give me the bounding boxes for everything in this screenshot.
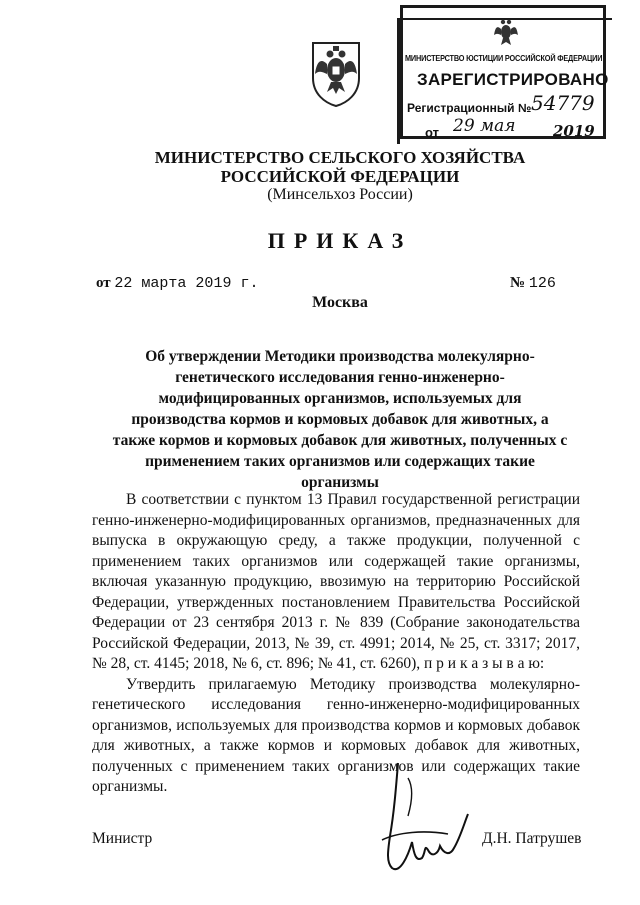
order-body <box>92 490 580 798</box>
stamp-ministry: МИНИСТЕРСТВО ЮСТИЦИИ РОССИЙСКОЙ ФЕДЕРАЦИИ <box>405 53 603 63</box>
order-date-prefix: от <box>96 275 111 291</box>
stamp-reg-number-label: Регистрационный № <box>407 101 532 115</box>
order-date <box>96 275 258 292</box>
order-number-value: 126 <box>528 275 556 292</box>
ministry-short-name: (Минсельхоз России) <box>267 186 413 203</box>
stamp-date-prefix: от <box>425 125 439 140</box>
order-city: Москва <box>312 294 368 311</box>
signer-name: Д.Н. Патрушев <box>482 830 582 847</box>
document-type-title: ПРИКАЗ <box>267 228 413 253</box>
order-number <box>510 275 556 292</box>
order-subject: Об утверждении Методики производства молекулярно-генетического исследования генно-инженерно-модифицированных организмов, используемых для производства кормов и кормовых добавок для животных, а также кормов и кормовых добавок для животных, полученных с применением таких организмов или содержащих такие организмы <box>112 348 568 491</box>
stamp-date-year: 2019 <box>553 122 595 140</box>
order-number-prefix: № <box>510 275 526 291</box>
stamp-registered: ЗАРЕГИСТРИРОВАНО <box>417 70 609 89</box>
stamp-emblem-icon <box>493 16 519 48</box>
signer-title: Министр <box>92 830 153 847</box>
body-paragraph-2: Утвердить прилагаемую Методику производства молекулярно-генетического исследования генно-инженерно-модифицированных организмов, используемых для производства кормов и кормовых добавок для животных, а также кормов и кормовых добавок для животных, полученных с применением таких организмов или содержащих такие организмы. <box>92 675 580 795</box>
handwritten-signature <box>368 758 478 878</box>
ministry-name-line1: МИНИСТЕРСТВО СЕЛЬСКОГО ХОЗЯЙСТВА <box>154 148 526 167</box>
registration-stamp <box>400 5 609 140</box>
stamp-reg-number-value: 54779 <box>531 91 595 115</box>
order-date-value: 22 марта 2019 г. <box>114 275 259 292</box>
stamp-date-value: 29 мая <box>453 116 516 136</box>
coat-of-arms-emblem <box>309 40 363 108</box>
ministry-name-line2: РОССИЙСКОЙ ФЕДЕРАЦИИ <box>220 167 460 186</box>
body-paragraph-1: В соответствии с пунктом 13 Правил государственной регистрации генно-инженерно-модифицированных организмов, предназначенных для выпуска в окружающую среду, а также продукции, полученной с применением таких организмов или содержащей такие организмы, включая указанную продукцию, ввозимую на территорию Российской Федерации, утвержденных постановлением Правительства Российской Федерации от 23 сентября 2013 г. № 839 (Собрание законодательства Российской Федерации, 2013, № 39, ст. 4991; 2014, № 25, ст. 3317; 2017, № 28, ст. 4145; 2018, № 6, ст. 896; № 41, ст. 6260), п р и к а з ы в а ю: <box>92 491 580 672</box>
